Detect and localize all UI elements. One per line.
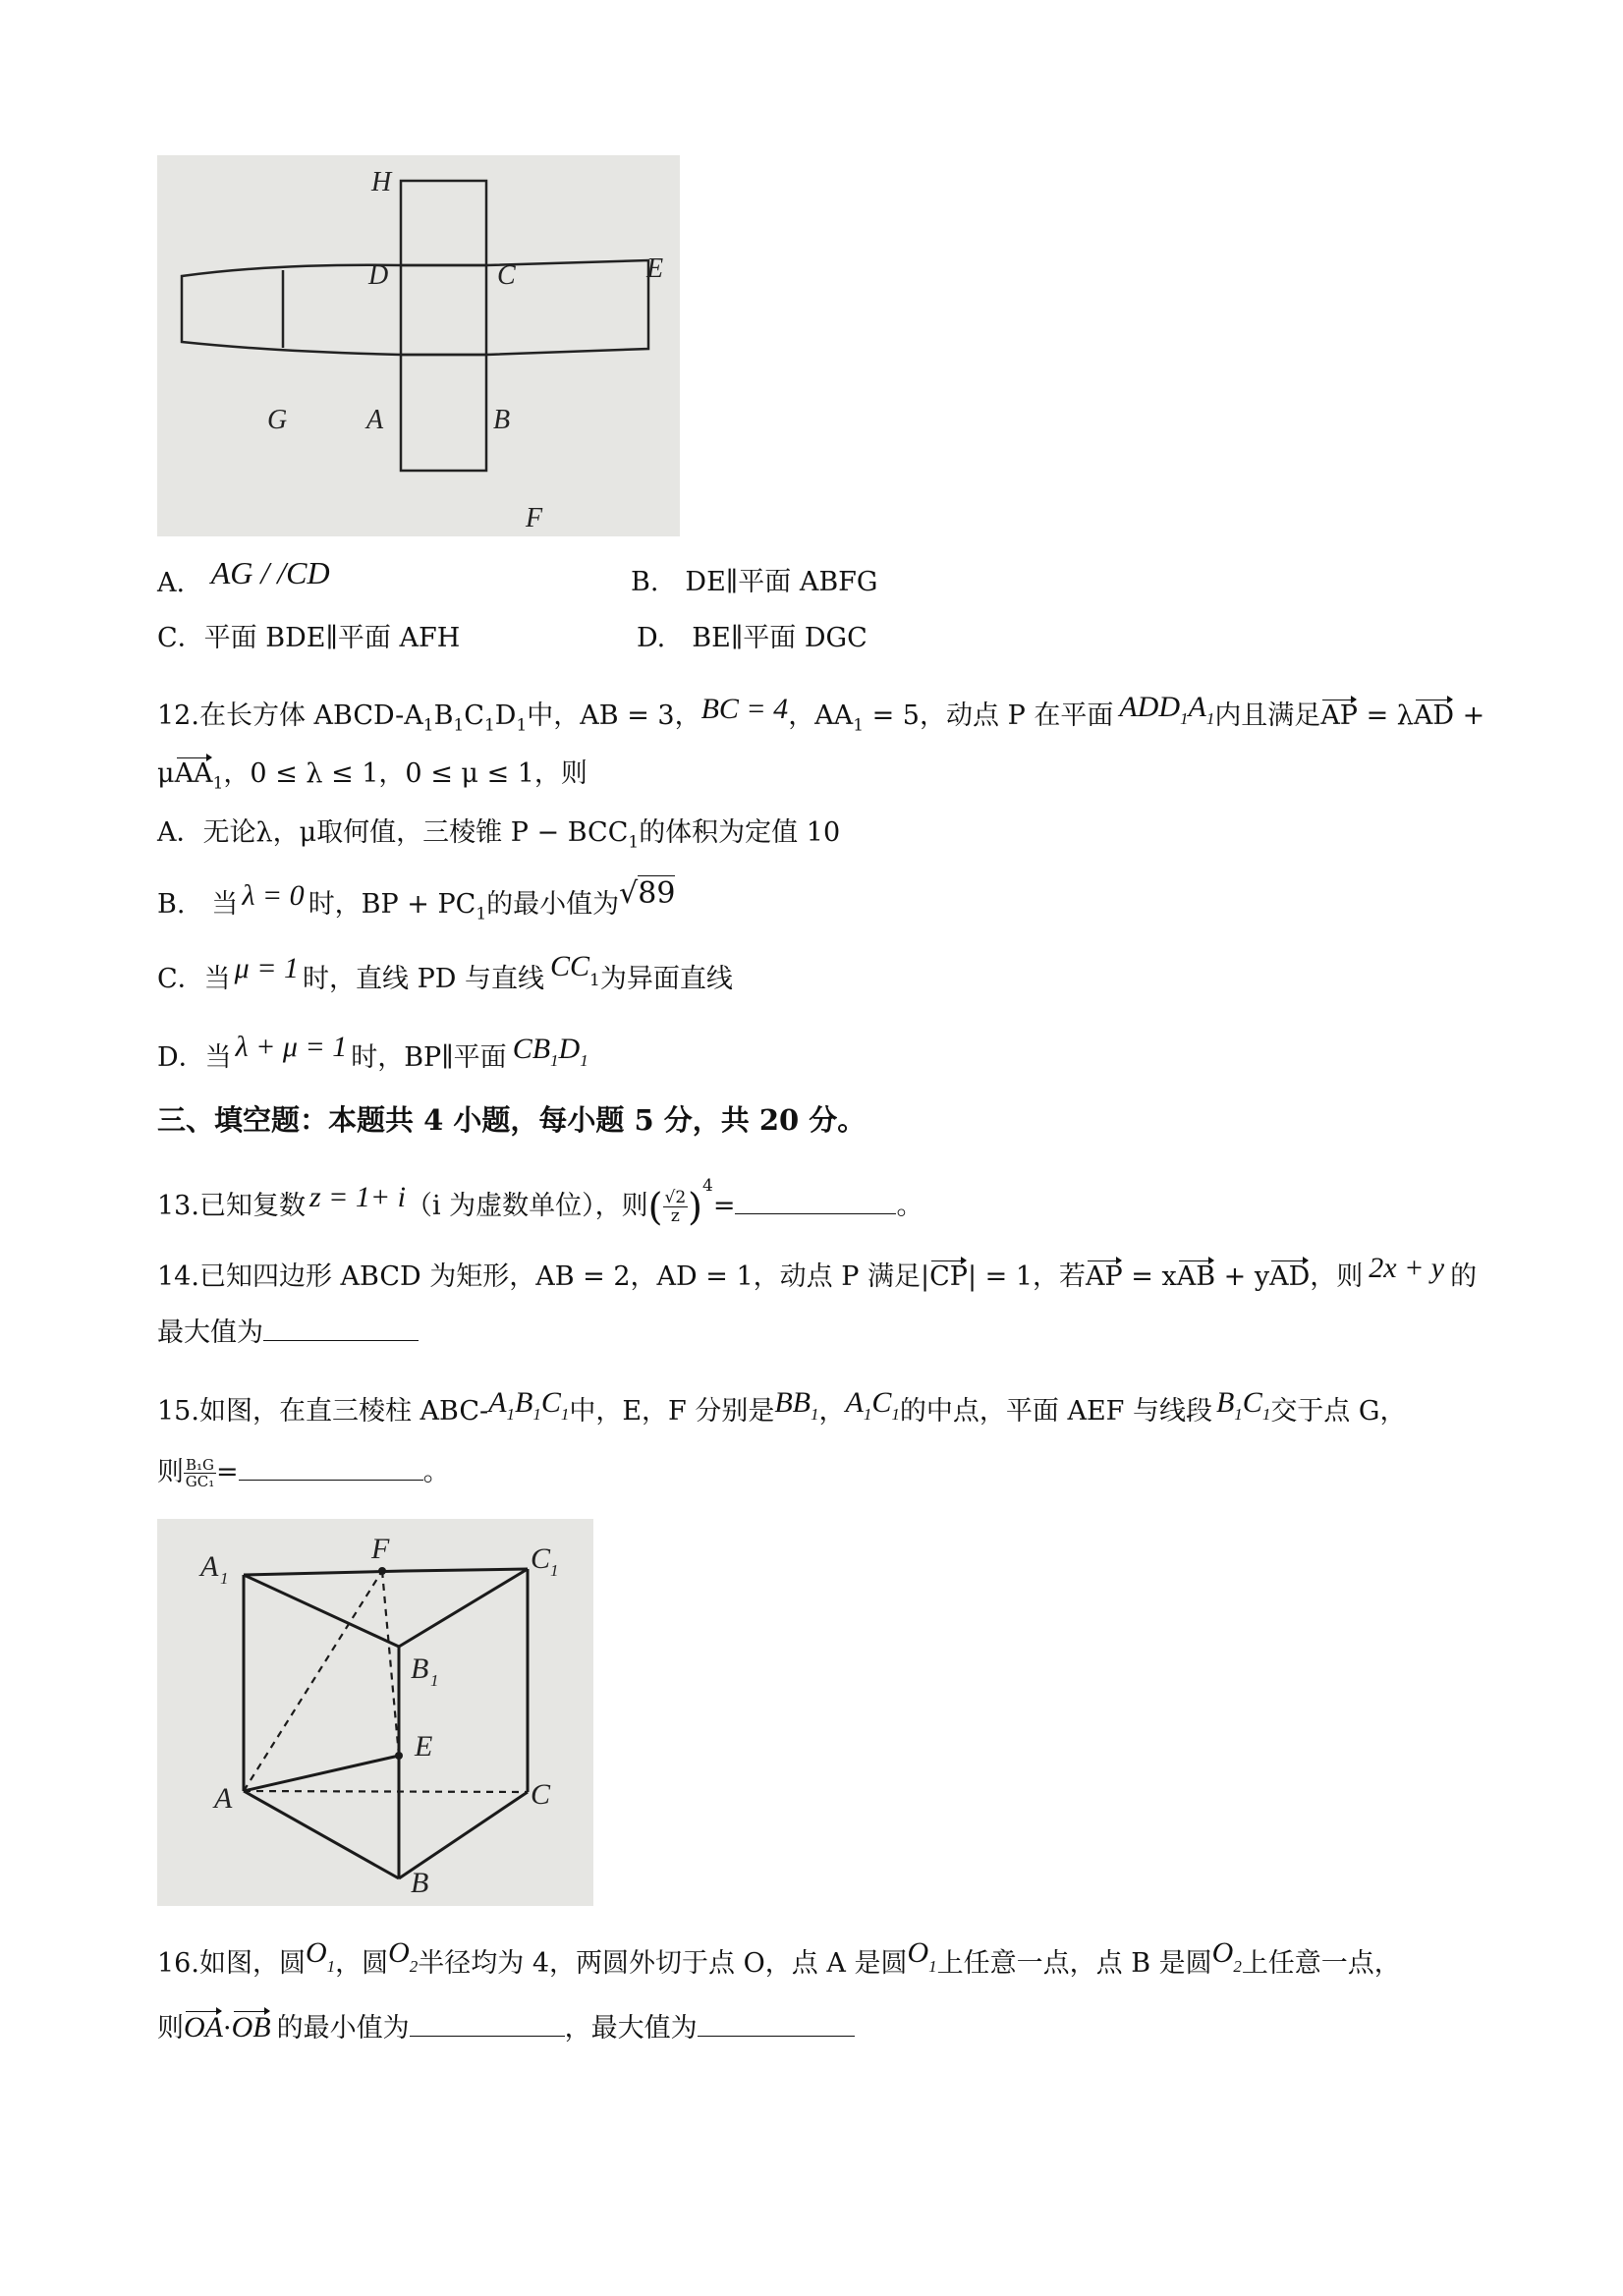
- section-3-heading: 三、填空题：本题共 4 小题，每小题 5 分，共 20 分。: [157, 1103, 867, 1137]
- q16-min-blank[interactable]: [410, 2010, 565, 2037]
- q16-max-blank[interactable]: [698, 2010, 855, 2037]
- label-C: C: [531, 1778, 551, 1811]
- q12-option-d: D．当 λ + μ = 1 时，BP∥平面 $CB_1D_1$: [157, 1031, 588, 1073]
- q14-answer-blank[interactable]: [263, 1315, 419, 1341]
- q11-option-d: D. BE∥平面 DGC: [637, 623, 867, 653]
- q12-stem: 12.在长方体 ABCD-$A_1B_1C_1D_1$中，AB = 3，BC = 4，$AA_1 = 5$，动点 P 在平面 $ADD_1A_1$内且满足AP = λAD +: [157, 691, 1485, 736]
- svg-text:1: 1: [550, 1561, 559, 1580]
- prism-figure: [157, 1519, 593, 1906]
- q15-line2: 则 $\frac{\text{B₁G}}{\text{GC₁}}$ = 。: [157, 1456, 450, 1490]
- label-A: A: [214, 1782, 233, 1815]
- svg-text:1: 1: [430, 1671, 439, 1690]
- label-A: A: [366, 405, 384, 435]
- q11-option-a: A. AG / /CD: [157, 555, 330, 598]
- q16-line2: 则OA·OB 的最小值为 ，最大值为: [157, 2010, 855, 2046]
- q11-option-a-math: AG / /CD: [210, 555, 330, 590]
- q12-option-b: B. 当 λ = 0 时，BP + $PC_1$的最小值为√89: [157, 876, 676, 924]
- q15: 15.如图，在直三棱柱 ABC-$A_1B_1C_1$中，E，F 分别是$BB_1$，$A_1C_1$的中点，平面 AEF 与线段 $B_1C_1$交于点 G，: [157, 1386, 1407, 1427]
- q15-answer-blank[interactable]: [239, 1454, 423, 1481]
- label-F: F: [371, 1533, 390, 1565]
- q11-option-c: C．平面 BDE∥平面 AFH: [157, 623, 461, 653]
- label-B: B: [411, 1867, 429, 1899]
- q16: 16.如图，圆$O_1$，圆$O_2$半径均为 4，两圆外切于点 O，点 A 是圆$O_1$上任意一点，点 B 是圆$O_2$上任意一点，: [157, 1936, 1401, 1979]
- q13: 13.已知复数 z = 1+ i（i 为虚数单位），则( $\frac{√2}{z}$ )$^4$= 。: [157, 1176, 923, 1229]
- cube-net-diagram: [157, 155, 680, 536]
- label-H: H: [371, 167, 392, 197]
- q12-option-c: C．当 μ = 1 时，直线 PD 与直线 $CC_1$为异面直线: [157, 950, 733, 994]
- q12-option-a: A．无论λ，μ取何值，三棱锥 $P - BCC_1$的体积为定值 10: [157, 817, 841, 853]
- label-G: G: [267, 405, 288, 435]
- q13-answer-blank[interactable]: [735, 1188, 896, 1214]
- q14: 14.已知四边形 ABCD 为矩形，AB = 2，AD = 1，动点 P 满足|CP| = 1，若AP = xAB + yAD，则 2x + y 的: [157, 1259, 1477, 1295]
- svg-text:1: 1: [220, 1569, 229, 1588]
- q15-fraction: $\frac{\text{B₁G}}{\text{GC₁}}$: [185, 1456, 215, 1490]
- q11-option-b: B. DE∥平面 ABFG: [631, 567, 878, 597]
- cube-net-figure: [157, 155, 680, 536]
- label-B1: B: [411, 1652, 429, 1685]
- prism-diagram: [157, 1519, 593, 1906]
- label-C: C: [497, 260, 516, 291]
- q13-fraction: $\frac{√2}{z}$: [664, 1188, 687, 1226]
- label-F: F: [526, 503, 543, 533]
- q14-line2: 最大值为: [157, 1315, 419, 1351]
- label-E: E: [415, 1730, 433, 1763]
- label-C1: C: [531, 1542, 551, 1575]
- q12-stem-line2: μAA$_1$，0 ≤ λ ≤ 1，0 ≤ μ ≤ 1，则: [157, 758, 588, 794]
- label-B: B: [493, 405, 511, 435]
- label-E: E: [646, 253, 664, 284]
- label-A1: A: [200, 1550, 219, 1583]
- label-D: D: [368, 260, 389, 291]
